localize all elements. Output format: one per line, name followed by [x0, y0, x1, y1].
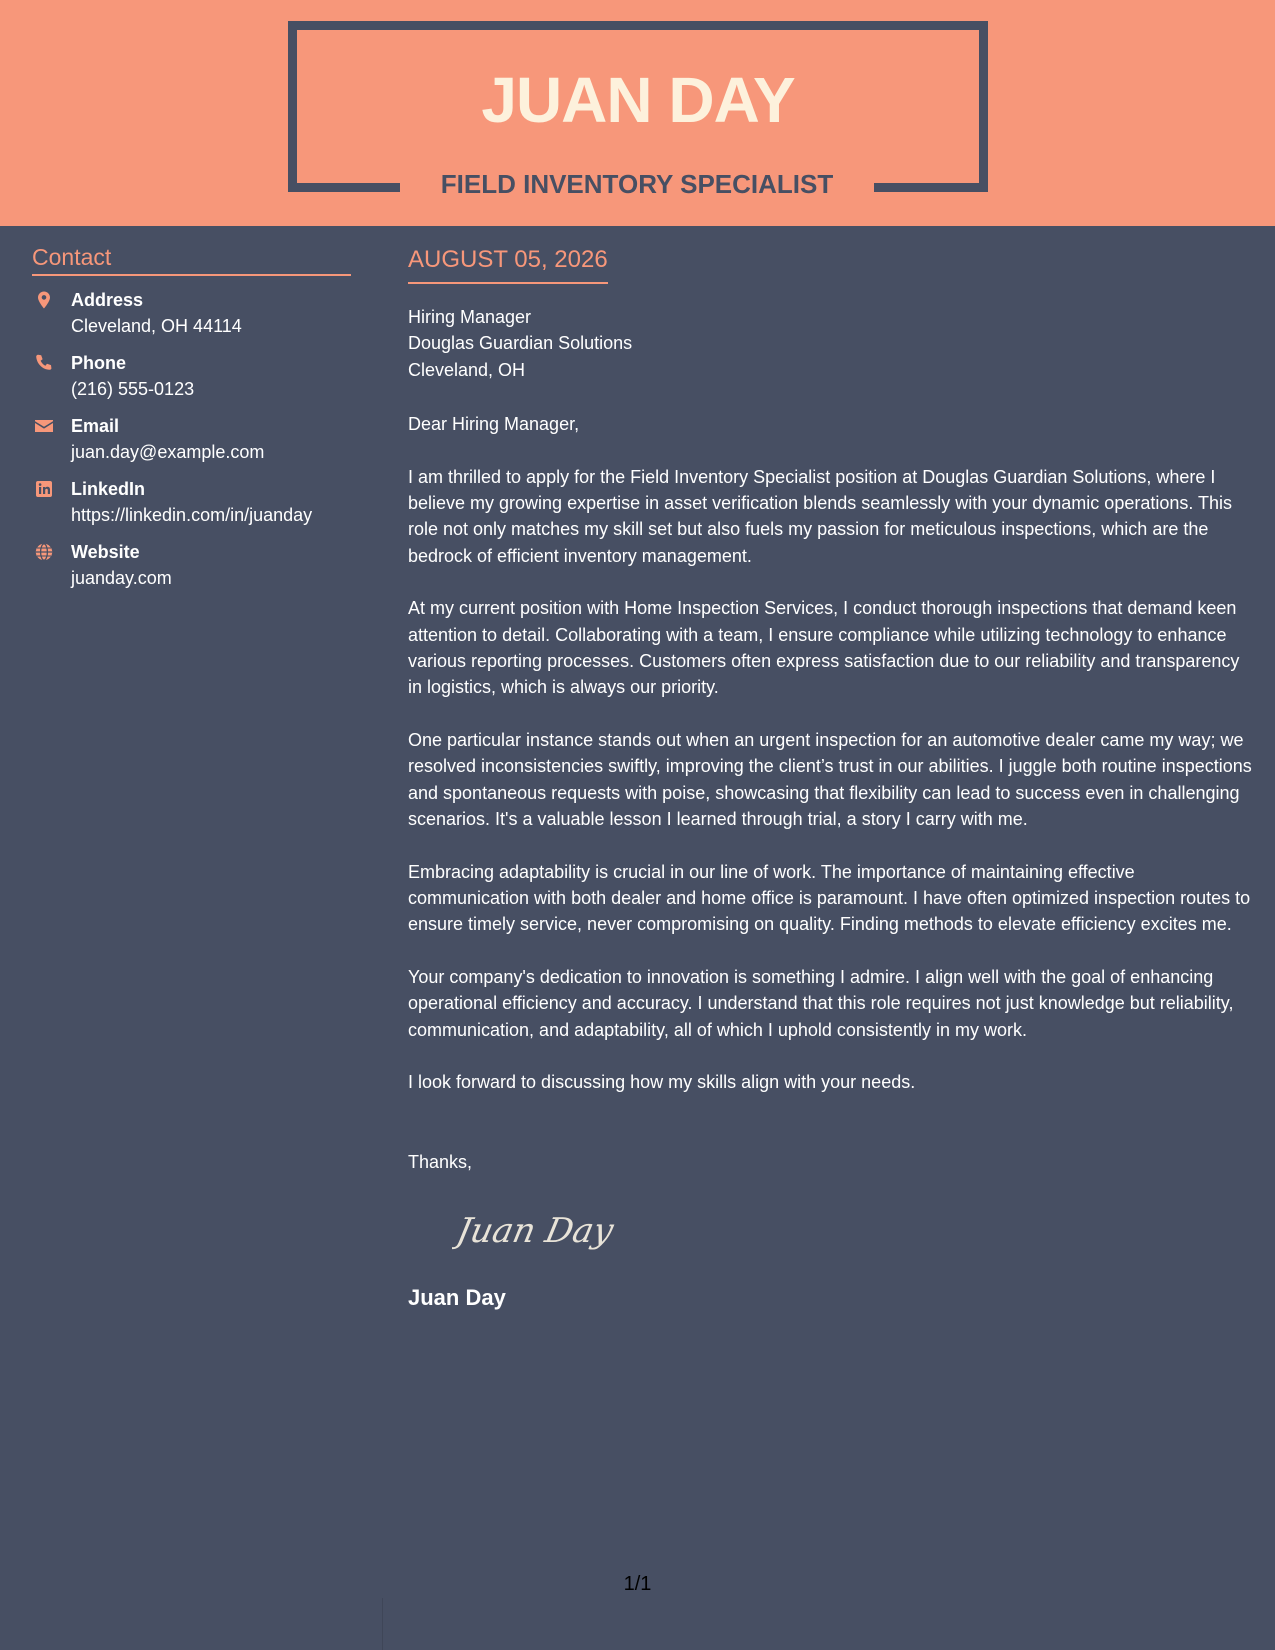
handwritten-signature [452, 1200, 632, 1260]
letter-paragraph: I look forward to discussing how my skills align with your needs. [408, 1071, 916, 1092]
greeting: Dear Hiring Manager, [408, 414, 580, 435]
recipient-line: Cleveland, OH [408, 359, 526, 380]
applicant-name: JUAN DAY [481, 64, 795, 136]
phone-icon [34, 353, 54, 373]
contact-heading: Contact [32, 242, 351, 276]
letter-paragraph: Embracing adaptability is crucial in our line of work. The importance of maintaining effective communication with both dealer and home office is paramount. I have often optimized inspection routes to ensure timely service, never compromising on quality. Finding methods to elevate efficiency excites me. [408, 861, 1251, 935]
letter-paragraph: I am thrilled to apply for the Field Inventory Specialist position at Douglas Guardian Solutions, where I believe my growing expertise in asset verification blends seamlessly with your dynamic operations. This role not only matches my skill set but also fuels my passion for meticulous inspections, which are the bedrock of efficient inventory management. [408, 466, 1233, 566]
linkedin-icon [34, 479, 54, 499]
envelope-icon [34, 416, 54, 436]
contact-label: Email [71, 416, 120, 436]
signature-name: Juan Day [408, 1284, 506, 1310]
recipient-line: Hiring Manager [408, 307, 532, 327]
contact-label: Address [71, 290, 144, 310]
closing: Thanks, [408, 1152, 473, 1173]
letter-paragraph: At my current position with Home Inspection Services, I conduct thorough inspections that demand keen attention to detail. Collaborating with a team, I ensure compliance while utilizing technology to enhance various reporting processes. Customers often express satisfaction due to our reliability and transparency in logistics, which is always our priority. [408, 598, 1240, 698]
contact-value[interactable]: juan.day@example.com [71, 442, 265, 462]
contact-linkedin [32, 477, 351, 528]
contact-address [32, 288, 351, 339]
letter-paragraph: Your company's dedication to innovation is something I admire. I align well with the goal of enhancing operational efficiency and accuracy. I understand that this role requires not just knowledge but reliability, communication, and adaptability, all of which I uphold consistently in my work. [408, 966, 1234, 1040]
contact-email [32, 414, 351, 465]
letter-paragraph: One particular instance stands out when an urgent inspection for an automotive dealer came my way; we resolved inconsistencies swiftly, improving the client’s trust in our abilities. I juggle both routine inspections and spontaneous requests with poise, showcasing that flexibility can lead to success even in challenging scenarios. It's a valuable lesson I learned through trial, a story I carry with me. [408, 729, 1252, 830]
column-divider [382, 1598, 383, 1650]
contact-label: LinkedIn [71, 479, 146, 499]
globe-icon [34, 542, 54, 562]
location-pin-icon [34, 290, 54, 310]
contact-value[interactable]: juanday.com [71, 568, 172, 588]
contact-website [32, 540, 351, 591]
letter-date: AUGUST 05, 2026 [408, 244, 608, 284]
contact-label: Website [71, 542, 140, 562]
contact-sidebar [32, 242, 351, 603]
contact-phone [32, 351, 351, 402]
contact-label: Phone [71, 353, 127, 373]
contact-value[interactable]: https://linkedin.com/in/juanday [71, 505, 313, 525]
header-banner [0, 0, 1275, 226]
letter-body [408, 244, 1252, 1313]
recipient-line: Douglas Guardian Solutions [408, 333, 633, 354]
contact-value: Cleveland, OH 44114 [71, 316, 242, 336]
recipient-block [408, 304, 1252, 383]
contact-value: (216) 555-0123 [71, 379, 195, 399]
page-number: 1/1 [623, 1573, 652, 1595]
job-title: FIELD INVENTORY SPECIALIST [440, 169, 834, 199]
signature-text: Juan Day [453, 1211, 617, 1251]
